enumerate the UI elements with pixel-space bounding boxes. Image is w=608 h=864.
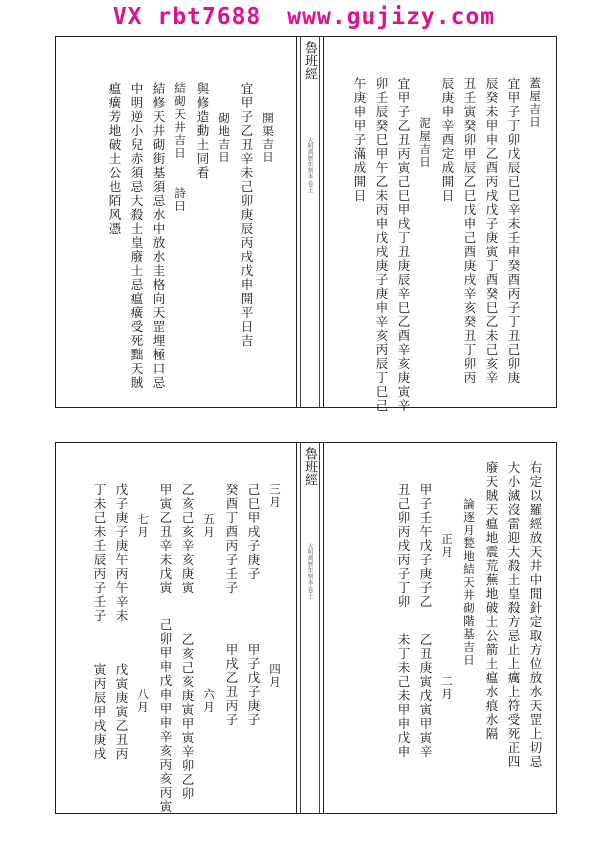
spine-edition-bottom: 大明萬歷年刻本 卷上 [306,543,313,599]
watermark-url: www.gujizy.com [287,4,496,30]
text-column: 與修造動土同看 [195,82,210,180]
spine-edition-top: 大明萬歷年刻本 卷上 [306,137,313,193]
text-column: 論逐月甃地結天井砌階基吉日 [462,498,476,667]
bottom-page [55,442,557,814]
text-column: 丑己卯丙戌丙子丁卯 [396,483,411,609]
spine-title-top: 魯班經 [302,41,317,80]
watermark-vx: VX rbt7688 [112,4,262,30]
text-column: 詩曰 [173,187,187,213]
text-column: 瘟癀芳地破土公也陌风憑 [107,82,122,236]
text-column: 己巳甲戌子庚子 [246,483,261,581]
month-label: 正月 [440,533,454,559]
text-column: 甲子戊子庚子 [246,643,261,727]
text-column: 丁未己未壬辰丙子壬子 [92,483,107,623]
text-column: 結修天井砌街基須忌水中放水圭格向天罡埋極口忌 [151,82,166,390]
text-column: 午庚申甲子滿成開日 [352,77,367,203]
text-column: 右定以羅經放天井中閒針定取方位放水天罡上切忌 [528,461,543,769]
text-column: 乙亥己亥辛亥庚寅 [180,483,195,595]
text-column: 宜甲子丁卯戊辰已巳辛未壬申癸酉丙子丁丑己卯庚 [506,77,521,385]
text-column: 辰庚申辛酉定成開日 [440,77,455,203]
text-column: 卯壬辰癸巳甲午乙未丙申戊戌庚子庚申辛亥丙辰丁巳己 [374,77,389,413]
text-column: 泥屋吉日 [418,117,432,169]
month-label: 七月 [136,513,150,539]
month-label: 三月 [268,483,282,509]
text-column: 宜甲子乙丑丙寅己巳甲戌丁丑庚辰辛巳乙酉辛亥庚寅辛 [396,77,411,413]
text-column: 己卯甲申戊申甲申辛亥丙亥丙寅 [158,618,173,814]
month-label: 二月 [440,675,454,701]
top-page [55,36,557,413]
month-label: 六月 [202,688,216,714]
text-column: 寅丙辰甲戌庚戌 [92,663,107,761]
text-column: 辰癸未甲申乙酉丙戌戊子庚寅丁酉癸巳乙未己亥辛 [484,77,499,385]
text-column: 大小滅沒雷迎大殺土皇殺方忌止上癘上符受死正四 [506,461,521,769]
text-column: 宜甲子乙丑辛未己卯庚辰丙戌戊申開平日吉 [239,82,254,348]
month-label: 五月 [202,513,216,539]
watermark [0,0,608,34]
text-column: 甲子壬午戊子庚子乙 [418,483,433,609]
text-column: 乙丑庚寅戊寅甲寅辛 [418,633,433,759]
text-column: 乙亥己亥庚寅甲寅辛卯乙卯 [180,633,195,801]
text-column: 未丁未己未甲申戊申 [396,633,411,759]
text-column: 結砌天井吉日 [173,82,187,160]
spine-title-bottom: 魯班經 [302,447,317,486]
text-column: 甲戌乙丑丙子 [224,643,239,727]
text-column: 開渠吉日 [261,112,275,164]
text-column: 戊子庚子庚午丙午辛未 [114,483,129,623]
text-column: 廢天賊天瘟地震荒蕪地破土公箭土瘟水痕水隔 [484,461,499,741]
text-column: 戊寅庚寅乙丑丙 [114,663,129,761]
text-column: 中明逆小兒赤須忌大殺土皇廢土忌瘟癀受死黜天賊 [129,82,144,390]
text-column: 丑壬寅癸卯甲辰乙巳戊申己酉庚戌辛亥癸丑丁卯丙 [462,77,477,385]
text-column: 蓋屋吉日 [528,77,542,129]
month-label: 四月 [268,663,282,689]
month-label: 八月 [136,688,150,714]
text-column: 癸酉丁酉丙子壬子 [224,483,239,595]
text-column: 砌地吉日 [217,112,231,164]
text-column: 甲寅乙丑辛未戊寅 [158,483,173,595]
